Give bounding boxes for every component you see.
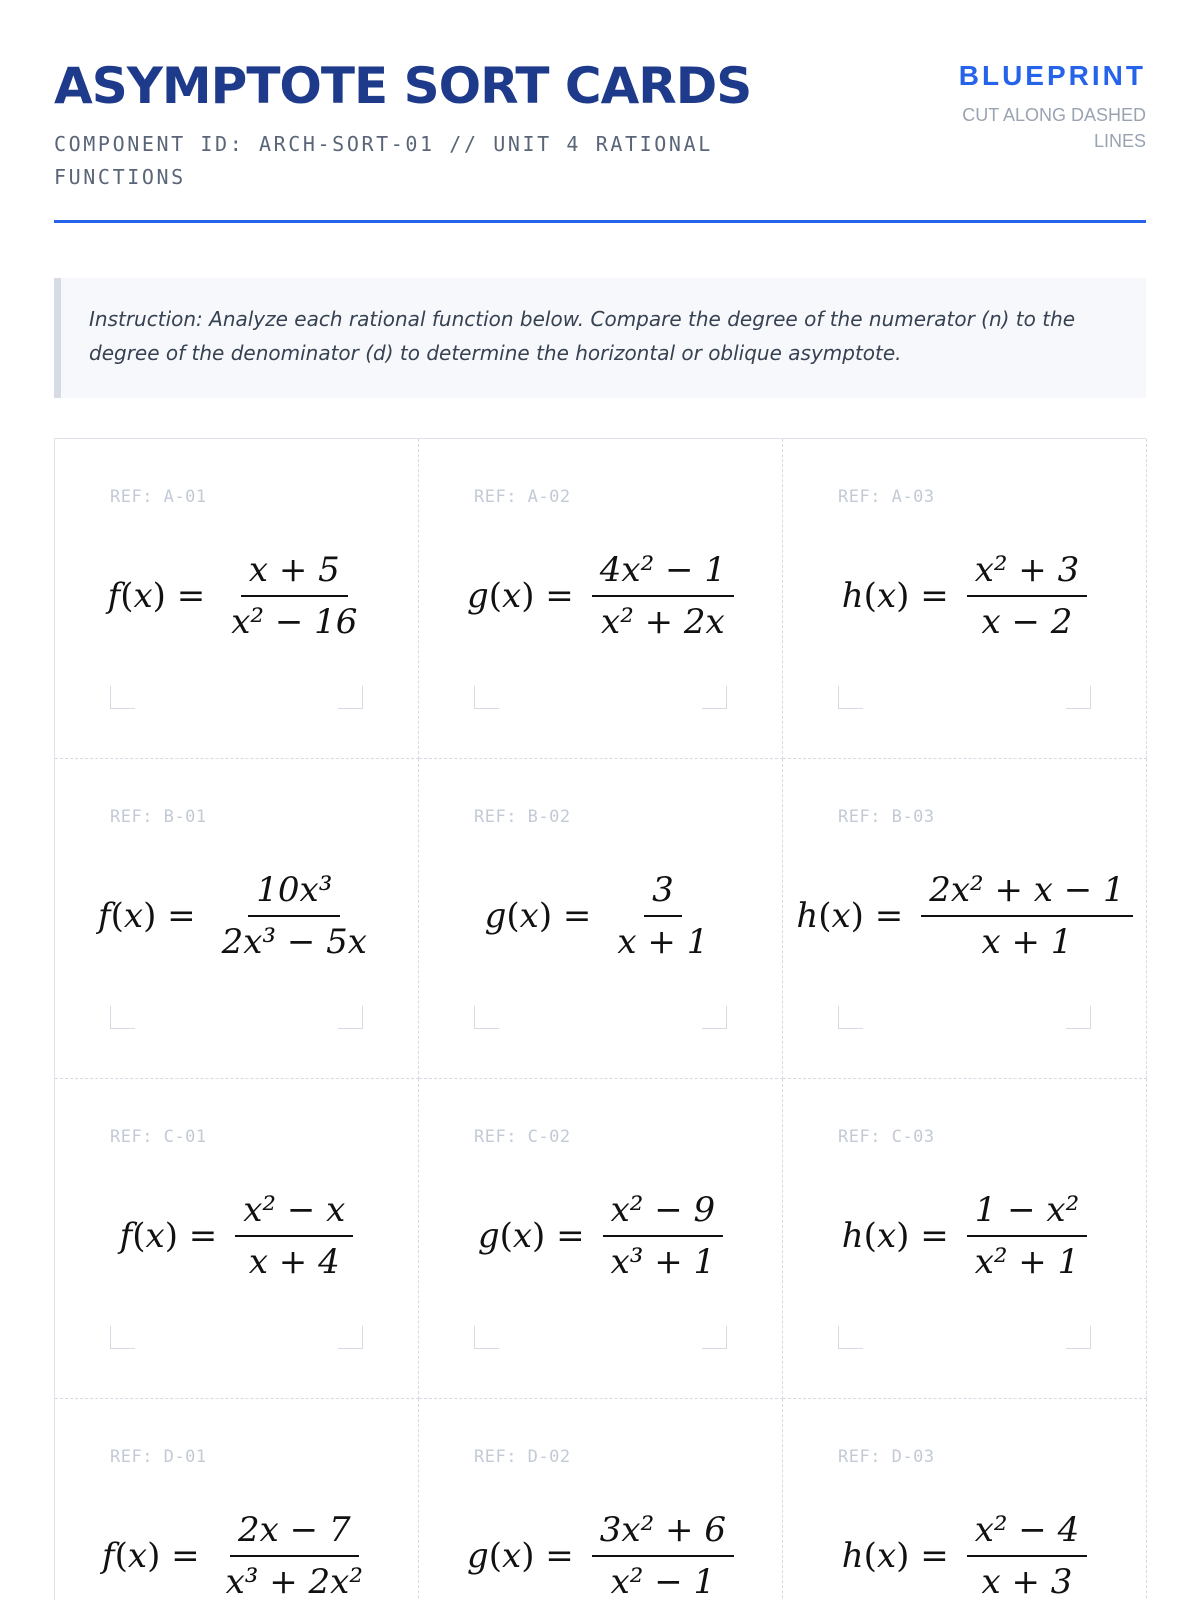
page-header: [54, 56, 1146, 226]
function-letter: f: [119, 1216, 133, 1256]
crop-mark-right: [338, 686, 363, 709]
function-variable: x: [876, 1536, 897, 1576]
function-variable: x: [519, 896, 539, 936]
sort-card[interactable]: [783, 1079, 1147, 1399]
crop-mark-right: [702, 686, 727, 709]
fraction: [603, 1185, 724, 1287]
function-name: g(x) =: [477, 1216, 585, 1256]
crop-mark-right: [1066, 1006, 1091, 1029]
instruction-text: Instruction: Analyze each rational function below. Compare the degree of the numerator (n) to the degree of the denominator (d) to determine the horizontal or oblique asymptote.: [89, 307, 1076, 365]
sort-card[interactable]: [419, 1399, 783, 1600]
function-name: g(x) =: [467, 576, 574, 616]
function-name: f(x) =: [98, 896, 196, 936]
function-letter: h: [796, 896, 819, 936]
numerator: x + 5: [241, 545, 348, 597]
function-letter: g: [467, 576, 489, 616]
card-formula: [783, 531, 1146, 661]
numerator: 3: [644, 865, 682, 917]
function-variable: x: [502, 1536, 522, 1576]
function-name: h(x) =: [841, 576, 949, 616]
sort-card[interactable]: [55, 1079, 419, 1399]
function-variable: x: [127, 1536, 148, 1576]
numerator: x² − 9: [603, 1185, 724, 1237]
sort-card[interactable]: [783, 439, 1147, 759]
numerator: 2x − 7: [230, 1505, 359, 1557]
crop-mark-right: [338, 1326, 363, 1349]
instruction-box: [54, 278, 1146, 398]
function-name: h(x) =: [796, 896, 904, 936]
numerator: x² − x: [235, 1185, 353, 1237]
function-variable: x: [502, 576, 522, 616]
numerator: 4x² − 1: [592, 545, 734, 597]
crop-mark-left: [838, 686, 863, 709]
function-name: h(x) =: [841, 1536, 949, 1576]
crop-mark-right: [702, 1326, 727, 1349]
sort-card[interactable]: [55, 759, 419, 1079]
card-ref: REF: D-01: [110, 1447, 207, 1467]
denominator: x + 1: [617, 922, 709, 962]
component-id: COMPONENT ID: ARCH-SORT-01 // UNIT 4 RATIONAL FUNCTIONS: [54, 132, 713, 189]
function-letter: f: [98, 896, 111, 936]
function-letter: h: [841, 1536, 864, 1576]
crop-mark-right: [1066, 1326, 1091, 1349]
fraction: [218, 1505, 371, 1600]
denominator: 2x³ − 5x: [221, 922, 367, 962]
function-name: f(x) =: [102, 1536, 200, 1576]
card-formula: [419, 1491, 782, 1600]
sort-card[interactable]: [55, 1399, 419, 1600]
cut-instruction: CUT ALONG DASHED LINES: [962, 105, 1146, 151]
card-ref: REF: D-02: [474, 1447, 571, 1467]
fraction: [967, 545, 1088, 647]
card-ref: REF: C-02: [474, 1127, 571, 1147]
fraction: [592, 1505, 734, 1600]
sort-card[interactable]: [783, 1399, 1147, 1600]
numerator: x² − 4: [967, 1505, 1088, 1557]
card-formula: [419, 531, 782, 661]
card-ref: REF: B-02: [474, 807, 571, 827]
function-name: g(x) =: [467, 1536, 574, 1576]
crop-mark-left: [474, 1326, 499, 1349]
numerator: x² + 3: [967, 545, 1088, 597]
function-name: f(x) =: [119, 1216, 218, 1256]
function-letter: g: [477, 1216, 500, 1256]
function-letter: f: [102, 1536, 115, 1576]
function-name: h(x) =: [841, 1216, 949, 1256]
function-variable: x: [145, 1216, 165, 1256]
crop-mark-left: [110, 1326, 135, 1349]
card-formula: [419, 851, 782, 981]
fraction: [592, 545, 734, 647]
crop-mark-right: [338, 1006, 363, 1029]
card-ref: REF: D-03: [838, 1447, 935, 1467]
denominator: x + 4: [248, 1242, 340, 1282]
fraction: [609, 865, 716, 967]
function-variable: x: [876, 576, 897, 616]
fraction: [223, 545, 365, 647]
card-formula: [783, 1491, 1146, 1600]
function-variable: x: [133, 576, 153, 616]
function-letter: g: [467, 1536, 489, 1576]
card-formula: [55, 851, 418, 981]
crop-mark-right: [702, 1006, 727, 1029]
numerator: 10x³: [248, 865, 340, 917]
card-ref: REF: A-03: [838, 487, 935, 507]
fraction: [967, 1505, 1088, 1600]
denominator: x − 2: [981, 602, 1073, 642]
card-formula: [783, 851, 1146, 981]
brand-name: BLUEPRINT: [958, 60, 1146, 91]
card-formula: [419, 1171, 782, 1301]
crop-mark-left: [838, 1006, 863, 1029]
crop-mark-left: [474, 686, 499, 709]
fraction: [214, 865, 375, 967]
denominator: x² + 2x: [601, 602, 725, 642]
function-name: f(x) =: [107, 576, 206, 616]
function-variable: x: [876, 1216, 897, 1256]
card-grid: [54, 438, 1146, 1600]
card-formula: [55, 1171, 418, 1301]
header-divider: [54, 220, 1146, 223]
card-ref: REF: A-02: [474, 487, 571, 507]
brand-block: [936, 56, 1146, 154]
sort-card[interactable]: [783, 759, 1147, 1079]
card-ref: REF: B-03: [838, 807, 935, 827]
function-variable: x: [831, 896, 851, 936]
fraction: [235, 1185, 353, 1287]
sort-card[interactable]: [419, 759, 783, 1079]
card-ref: REF: A-01: [110, 487, 207, 507]
card-ref: REF: C-01: [110, 1127, 207, 1147]
function-name: g(x) =: [484, 896, 592, 936]
numerator: 2x² + x − 1: [921, 865, 1132, 917]
denominator: x² − 16: [231, 602, 358, 642]
fraction: [967, 1185, 1088, 1287]
denominator: x³ + 2x²: [225, 1562, 363, 1600]
crop-mark-left: [838, 1326, 863, 1349]
numerator: 1 − x²: [967, 1185, 1088, 1237]
card-formula: [55, 1491, 418, 1600]
numerator: 3x² + 6: [592, 1505, 734, 1557]
denominator: x² − 1: [610, 1562, 716, 1600]
denominator: x² + 1: [974, 1242, 1080, 1282]
page-title: ASYMPTOTE SORT CARDS: [54, 57, 752, 115]
crop-mark-right: [1066, 686, 1091, 709]
function-letter: h: [841, 576, 864, 616]
function-letter: h: [841, 1216, 864, 1256]
denominator: x + 1: [981, 922, 1073, 962]
crop-mark-left: [110, 1006, 135, 1029]
function-letter: f: [107, 576, 121, 616]
denominator: x + 3: [981, 1562, 1073, 1600]
sort-card[interactable]: [55, 439, 419, 759]
sort-card[interactable]: [419, 439, 783, 759]
function-letter: g: [484, 896, 507, 936]
sort-card[interactable]: [419, 1079, 783, 1399]
function-variable: x: [512, 1216, 533, 1256]
function-variable: x: [123, 896, 144, 936]
card-ref: REF: B-01: [110, 807, 207, 827]
card-ref: REF: C-03: [838, 1127, 935, 1147]
card-formula: [783, 1171, 1146, 1301]
fraction: [921, 865, 1132, 967]
crop-mark-left: [474, 1006, 499, 1029]
denominator: x³ + 1: [610, 1242, 716, 1282]
crop-mark-left: [110, 686, 135, 709]
card-formula: [55, 531, 418, 661]
